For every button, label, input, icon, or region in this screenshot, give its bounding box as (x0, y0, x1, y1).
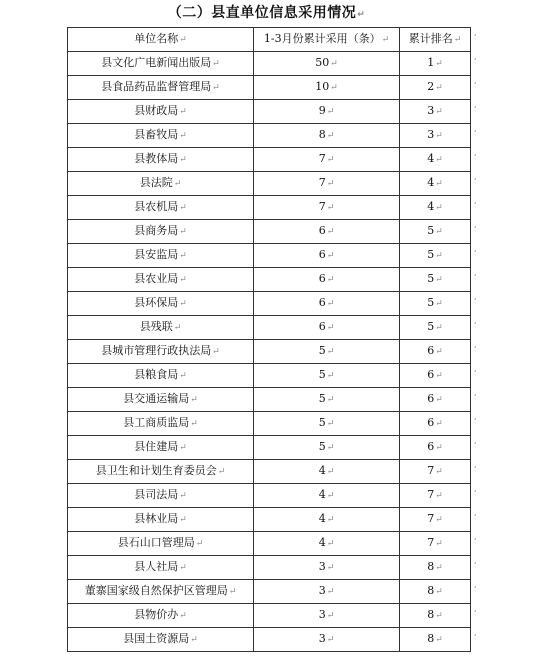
cell-count-text: 10 (315, 80, 330, 93)
paragraph-mark-icon: ↵ (326, 275, 335, 285)
paragraph-mark-icon: ↵ (435, 83, 443, 93)
cell-rank-text: 6 (427, 440, 435, 453)
cell-rank-text: 4 (427, 176, 435, 189)
paragraph-mark-icon: ↵ (179, 275, 187, 285)
cell-count (254, 580, 400, 604)
row-end-mark-icon: ¸ (473, 51, 478, 61)
header-cumulative-count: 1-3月份累计采用（条）↵ (254, 28, 400, 52)
paragraph-mark-icon: ↵ (326, 203, 335, 213)
paragraph-mark-icon: ↵ (179, 203, 187, 213)
paragraph-mark-icon: ↵ (326, 155, 335, 165)
paragraph-mark-icon: ↵ (179, 251, 187, 261)
cell-rank (400, 580, 471, 604)
table-row (68, 244, 471, 268)
paragraph-mark-icon: ↵ (435, 155, 443, 165)
paragraph-mark-icon: ↵ (326, 227, 335, 237)
cell-count-text: 6 (318, 224, 326, 237)
table-row (68, 76, 471, 100)
cell-count-text: 4 (318, 488, 326, 501)
table-row (68, 172, 471, 196)
cell-unit-name (68, 604, 254, 628)
row-end-mark-icon: ¸ (473, 195, 478, 205)
cell-rank-text: 5 (427, 296, 435, 309)
paragraph-mark-icon: ↵ (435, 563, 443, 573)
cell-count-text: 3 (318, 608, 326, 621)
cell-rank (400, 484, 471, 508)
cell-rank (400, 76, 471, 100)
cell-unit-name-text: 县城市管理行政执法局 (101, 344, 212, 357)
cell-unit-name (68, 76, 254, 100)
cell-rank (400, 316, 471, 340)
cell-count-text: 3 (318, 584, 326, 597)
paragraph-mark-icon: ↵ (326, 371, 335, 381)
table-row (68, 628, 471, 652)
row-end-mark-icon: ¸ (473, 627, 478, 637)
paragraph-mark-icon: ↵ (435, 635, 443, 645)
cell-count-text: 6 (318, 296, 326, 309)
cell-unit-name-text: 县国土资源局 (123, 632, 190, 645)
paragraph-mark-icon: ↵ (326, 491, 335, 501)
cell-rank-text: 4 (427, 152, 435, 165)
row-end-mark-icon: ¸ (473, 315, 478, 325)
cell-unit-name (68, 124, 254, 148)
row-end-mark-icon: ¸ (473, 483, 478, 493)
paragraph-mark-icon: ↵ (435, 347, 443, 357)
paragraph-mark-icon: ↵ (453, 35, 462, 45)
header-unit-name: 单位名称↵ (68, 28, 254, 52)
cell-unit-name (68, 580, 254, 604)
cell-rank-text: 7 (427, 464, 435, 477)
cell-count (254, 148, 400, 172)
cell-rank-text: 8 (427, 584, 435, 597)
paragraph-mark-icon: ↵ (435, 467, 443, 477)
paragraph-mark-icon: ↵ (435, 443, 443, 453)
table-row (68, 532, 471, 556)
paragraph-mark-icon: ↵ (179, 491, 187, 501)
paragraph-mark-icon: ↵ (435, 275, 443, 285)
paragraph-mark-icon: ↵ (212, 347, 220, 357)
row-end-mark-icon: ¸ (473, 219, 478, 229)
cell-unit-name (68, 172, 254, 196)
cell-unit-name-text: 县人社局 (134, 560, 179, 573)
cell-rank-text: 7 (427, 536, 435, 549)
paragraph-mark-icon: ↵ (435, 107, 443, 117)
cell-rank (400, 52, 471, 76)
paragraph-mark-icon: ↵ (173, 179, 182, 189)
row-end-mark-icon: ¸ (473, 243, 478, 253)
cell-rank-text: 7 (427, 512, 435, 525)
cell-rank (400, 364, 471, 388)
cell-unit-name-text: 县司法局 (134, 488, 179, 501)
cell-unit-name (68, 100, 254, 124)
cell-unit-name (68, 556, 254, 580)
table-row (68, 316, 471, 340)
table-header-row (68, 28, 471, 52)
row-end-marks (473, 27, 483, 651)
cell-count (254, 532, 400, 556)
cell-unit-name-text: 县住建局 (134, 440, 179, 453)
row-end-mark-icon: ¸ (473, 363, 478, 373)
paragraph-mark-icon: ↵ (435, 611, 443, 621)
row-end-mark-icon: ¸ (473, 267, 478, 277)
cell-rank (400, 556, 471, 580)
paragraph-mark-icon: ↵ (179, 299, 187, 309)
cell-count (254, 244, 400, 268)
cell-unit-name-text: 县畜牧局 (134, 128, 179, 141)
cell-count (254, 412, 400, 436)
cell-count-text: 4 (318, 536, 326, 549)
cell-count-text: 5 (318, 392, 326, 405)
cell-rank (400, 220, 471, 244)
cell-count (254, 220, 400, 244)
paragraph-mark-icon: ↵ (179, 35, 187, 45)
cell-count (254, 340, 400, 364)
cell-count (254, 172, 400, 196)
cell-count-text: 7 (318, 152, 326, 165)
cell-count-text: 50 (315, 56, 330, 69)
row-end-mark-icon: ¸ (473, 27, 478, 37)
paragraph-mark-icon: ↵ (195, 539, 204, 549)
paragraph-mark-icon: ↵ (179, 131, 187, 141)
cell-unit-name (68, 412, 254, 436)
paragraph-mark-icon: ↵ (212, 83, 220, 93)
paragraph-mark-icon: ↵ (217, 467, 226, 477)
paragraph-mark-icon: ↵ (435, 227, 443, 237)
paragraph-mark-icon: ↵ (435, 203, 443, 213)
cell-count (254, 460, 400, 484)
row-end-mark-icon: ¸ (473, 435, 478, 445)
paragraph-mark-icon: ↵ (326, 539, 335, 549)
paragraph-mark-icon: ↵ (326, 347, 335, 357)
cell-unit-name-text: 县工商质监局 (123, 416, 190, 429)
paragraph-mark-icon: ↵ (326, 395, 335, 405)
cell-rank (400, 148, 471, 172)
cell-rank-text: 6 (427, 392, 435, 405)
cell-count-text: 9 (318, 104, 326, 117)
paragraph-mark-icon: ↵ (435, 587, 443, 597)
table-row (68, 508, 471, 532)
page-title (0, 4, 533, 24)
paragraph-mark-icon: ↵ (381, 35, 390, 45)
paragraph-mark-icon: ↵ (228, 587, 237, 597)
cell-rank-text: 3 (427, 104, 435, 117)
cell-unit-name (68, 532, 254, 556)
paragraph-mark-icon: ↵ (190, 419, 198, 429)
paragraph-mark-icon: ↵ (190, 395, 198, 405)
cell-rank (400, 100, 471, 124)
cell-rank-text: 7 (427, 488, 435, 501)
cell-count-text: 5 (318, 344, 326, 357)
paragraph-mark-icon: ↵ (435, 59, 443, 69)
cell-unit-name-text: 县教体局 (134, 152, 179, 165)
paragraph-mark-icon: ↵ (326, 467, 335, 477)
paragraph-mark-icon: ↵ (357, 10, 366, 20)
row-end-mark-icon: ¸ (473, 603, 478, 613)
table-row (68, 340, 471, 364)
cell-rank (400, 172, 471, 196)
cell-unit-name-text: 县法院 (139, 176, 173, 189)
cell-rank (400, 436, 471, 460)
table-row (68, 148, 471, 172)
paragraph-mark-icon: ↵ (326, 179, 335, 189)
row-end-mark-icon: ¸ (473, 459, 478, 469)
cell-unit-name-text: 县农业局 (134, 272, 179, 285)
cell-rank (400, 604, 471, 628)
cell-unit-name-text: 董寨国家级自然保护区管理局 (84, 584, 228, 597)
table-row (68, 292, 471, 316)
paragraph-mark-icon: ↵ (326, 107, 335, 117)
table-row (68, 412, 471, 436)
cell-count (254, 628, 400, 652)
paragraph-mark-icon: ↵ (326, 323, 335, 333)
cell-rank (400, 268, 471, 292)
cell-rank-text: 6 (427, 416, 435, 429)
table-row (68, 604, 471, 628)
row-end-mark-icon: ¸ (473, 291, 478, 301)
row-end-mark-icon: ¸ (473, 387, 478, 397)
cell-count (254, 436, 400, 460)
cell-rank-text: 6 (427, 344, 435, 357)
paragraph-mark-icon: ↵ (179, 443, 187, 453)
row-end-mark-icon: ¸ (473, 123, 478, 133)
cell-rank-text: 8 (427, 560, 435, 573)
cell-unit-name (68, 52, 254, 76)
header-cumulative-rank: 累计排名↵ (400, 28, 471, 52)
table-body (68, 52, 471, 652)
row-end-mark-icon: ¸ (473, 171, 478, 181)
cell-rank-text: 5 (427, 224, 435, 237)
paragraph-mark-icon: ↵ (190, 635, 198, 645)
cell-rank-text: 4 (427, 200, 435, 213)
cell-unit-name-text: 县商务局 (134, 224, 179, 237)
paragraph-mark-icon: ↵ (435, 131, 443, 141)
cell-rank-text: 6 (427, 368, 435, 381)
cell-count (254, 484, 400, 508)
cell-count (254, 508, 400, 532)
cell-count-text: 4 (318, 464, 326, 477)
paragraph-mark-icon: ↵ (330, 83, 338, 93)
cell-rank (400, 532, 471, 556)
cell-unit-name (68, 628, 254, 652)
cell-rank (400, 124, 471, 148)
paragraph-mark-icon: ↵ (326, 587, 335, 597)
paragraph-mark-icon: ↵ (179, 371, 187, 381)
cell-unit-name (68, 340, 254, 364)
cell-unit-name (68, 364, 254, 388)
paragraph-mark-icon: ↵ (435, 251, 443, 261)
paragraph-mark-icon: ↵ (326, 611, 335, 621)
cell-count-text: 5 (318, 440, 326, 453)
table-row (68, 100, 471, 124)
table-row (68, 436, 471, 460)
paragraph-mark-icon: ↵ (330, 59, 338, 69)
paragraph-mark-icon: ↵ (326, 515, 335, 525)
table-row (68, 460, 471, 484)
cell-rank (400, 292, 471, 316)
cell-count-text: 8 (318, 128, 326, 141)
cell-unit-name-text: 县财政局 (134, 104, 179, 117)
cell-unit-name (68, 460, 254, 484)
cell-unit-name-text: 县物价办 (134, 608, 179, 621)
paragraph-mark-icon: ↵ (435, 299, 443, 309)
cell-count (254, 556, 400, 580)
table-row (68, 268, 471, 292)
row-end-mark-icon: ¸ (473, 99, 478, 109)
cell-rank (400, 412, 471, 436)
cell-unit-name-text: 县林业局 (134, 512, 179, 525)
table-row (68, 124, 471, 148)
paragraph-mark-icon: ↵ (435, 419, 443, 429)
cell-unit-name (68, 484, 254, 508)
cell-rank (400, 388, 471, 412)
cell-count-text: 6 (318, 248, 326, 261)
cell-count (254, 388, 400, 412)
paragraph-mark-icon: ↵ (435, 539, 443, 549)
paragraph-mark-icon: ↵ (326, 563, 335, 573)
cell-count-text: 6 (318, 272, 326, 285)
cell-count-text: 4 (318, 512, 326, 525)
cell-count (254, 196, 400, 220)
cell-rank (400, 340, 471, 364)
paragraph-mark-icon: ↵ (212, 59, 220, 69)
cell-unit-name (68, 292, 254, 316)
cell-unit-name-text: 县文化广电新闻出版局 (101, 56, 212, 69)
cell-count (254, 364, 400, 388)
cell-rank-text: 8 (427, 632, 435, 645)
cell-unit-name-text: 县卫生和计划生育委员会 (95, 464, 217, 477)
cell-unit-name-text: 县环保局 (134, 296, 179, 309)
cell-count (254, 604, 400, 628)
cell-rank (400, 460, 471, 484)
cell-rank-text: 5 (427, 320, 435, 333)
cell-unit-name (68, 316, 254, 340)
cell-count-text: 6 (318, 320, 326, 333)
cell-count-text: 7 (318, 176, 326, 189)
cell-unit-name-text: 县交通运输局 (123, 392, 190, 405)
paragraph-mark-icon: ↵ (179, 155, 187, 165)
paragraph-mark-icon: ↵ (179, 563, 187, 573)
cell-count (254, 268, 400, 292)
row-end-mark-icon: ¸ (473, 75, 478, 85)
cell-count-text: 7 (318, 200, 326, 213)
cell-rank-text: 1 (427, 56, 435, 69)
paragraph-mark-icon: ↵ (435, 323, 443, 333)
cell-unit-name-text: 县粮食局 (134, 368, 179, 381)
paragraph-mark-icon: ↵ (173, 323, 182, 333)
cell-unit-name-text: 县石山口管理局 (117, 536, 195, 549)
table-row (68, 220, 471, 244)
cell-unit-name (68, 196, 254, 220)
table-row (68, 196, 471, 220)
cell-rank (400, 628, 471, 652)
cell-count-text: 3 (318, 560, 326, 573)
cell-unit-name (68, 148, 254, 172)
cell-unit-name (68, 436, 254, 460)
paragraph-mark-icon: ↵ (326, 635, 335, 645)
row-end-mark-icon: ¸ (473, 531, 478, 541)
paragraph-mark-icon: ↵ (179, 107, 187, 117)
cell-count (254, 76, 400, 100)
cell-rank-text: 5 (427, 272, 435, 285)
table-row (68, 52, 471, 76)
paragraph-mark-icon: ↵ (326, 251, 335, 261)
cell-unit-name (68, 388, 254, 412)
paragraph-mark-icon: ↵ (326, 443, 335, 453)
paragraph-mark-icon: ↵ (326, 419, 335, 429)
row-end-mark-icon: ¸ (473, 147, 478, 157)
table-row (68, 580, 471, 604)
info-adoption-table (67, 27, 471, 652)
paragraph-mark-icon: ↵ (326, 299, 335, 309)
cell-unit-name-text: 县食品药品监督管理局 (101, 80, 212, 93)
paragraph-mark-icon: ↵ (435, 395, 443, 405)
cell-count-text: 3 (318, 632, 326, 645)
cell-count (254, 52, 400, 76)
table-row (68, 364, 471, 388)
paragraph-mark-icon: ↵ (435, 515, 443, 525)
cell-unit-name-text: 县残联 (139, 320, 173, 333)
cell-rank (400, 196, 471, 220)
cell-unit-name (68, 268, 254, 292)
table-row (68, 388, 471, 412)
paragraph-mark-icon: ↵ (435, 179, 443, 189)
paragraph-mark-icon: ↵ (435, 491, 443, 501)
paragraph-mark-icon: ↵ (179, 611, 187, 621)
cell-rank-text: 3 (427, 128, 435, 141)
cell-unit-name (68, 244, 254, 268)
row-end-mark-icon: ¸ (473, 507, 478, 517)
row-end-mark-icon: ¸ (473, 555, 478, 565)
cell-rank (400, 508, 471, 532)
paragraph-mark-icon: ↵ (179, 515, 187, 525)
table-row (68, 556, 471, 580)
cell-unit-name-text: 县农机局 (134, 200, 179, 213)
paragraph-mark-icon: ↵ (326, 131, 335, 141)
cell-count-text: 5 (318, 416, 326, 429)
cell-unit-name (68, 220, 254, 244)
paragraph-mark-icon: ↵ (435, 371, 443, 381)
cell-count (254, 124, 400, 148)
cell-rank-text: 2 (427, 80, 435, 93)
paragraph-mark-icon: ↵ (179, 227, 187, 237)
cell-rank-text: 5 (427, 248, 435, 261)
cell-rank (400, 244, 471, 268)
table-row (68, 484, 471, 508)
cell-rank-text: 8 (427, 608, 435, 621)
cell-unit-name-text: 县安监局 (134, 248, 179, 261)
cell-count (254, 292, 400, 316)
cell-count (254, 316, 400, 340)
row-end-mark-icon: ¸ (473, 579, 478, 589)
row-end-mark-icon: ¸ (473, 339, 478, 349)
cell-unit-name (68, 508, 254, 532)
cell-count-text: 5 (318, 368, 326, 381)
row-end-mark-icon: ¸ (473, 411, 478, 421)
cell-count (254, 100, 400, 124)
page-title-text: （二）县直单位信息采用情况 (167, 5, 357, 21)
